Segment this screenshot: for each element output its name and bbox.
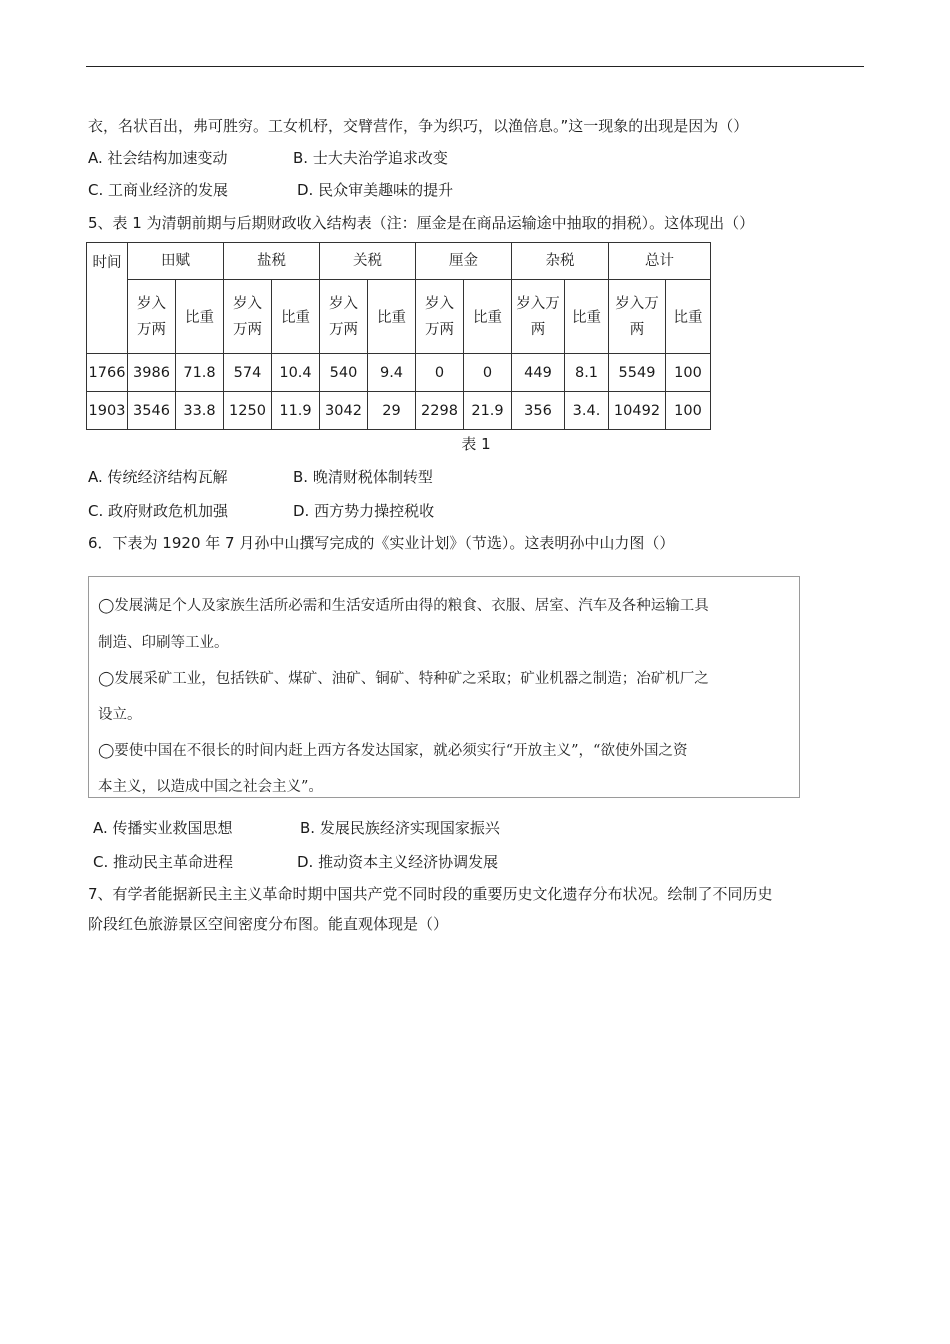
q4-option-b: B. 士大夫治学追求改变 (293, 149, 448, 167)
cell: 0 (464, 354, 512, 392)
q6-stem: 6．下表为 1920 年 7 月孙中山撰写完成的《实业计划》（节选）。这表明孙中山力图（） (88, 534, 675, 552)
th-ratio: 比重 (176, 280, 224, 354)
cell: 3042 (320, 392, 368, 430)
table-header-row (87, 243, 711, 280)
th-ratio: 比重 (464, 280, 512, 354)
header-rule (86, 66, 864, 67)
th-income: 岁入 万两 (128, 280, 176, 354)
th-ratio: 比重 (565, 280, 609, 354)
th-ratio: 比重 (368, 280, 416, 354)
th-group: 杂税 (512, 243, 609, 280)
q4-stem-tail: 衣，名状百出，弗可胜穷。工女机杼，交臂营作，争为织巧，以渔倍息。”这一现象的出现是因为（） (88, 117, 749, 135)
cell: 71.8 (176, 354, 224, 392)
cell: 29 (368, 392, 416, 430)
excerpt-line: ◯发展满足个人及家族生活所必需和生活安适所由得的粮食、衣服、居室、汽车及各种运输工具 (98, 598, 709, 614)
table-subheader-row (87, 280, 711, 354)
q5-option-b: B. 晚清财税体制转型 (293, 468, 433, 486)
table-caption: 表 1 (461, 435, 491, 453)
table-row (87, 392, 711, 430)
th-group: 盐税 (224, 243, 320, 280)
excerpt-line: 本主义，以造成中国之社会主义”。 (98, 779, 323, 795)
q7-stem-line2: 阶段红色旅游景区空间密度分布图。能直观体现是（） (88, 915, 449, 933)
cell: 449 (512, 354, 565, 392)
cell: 3986 (128, 354, 176, 392)
th-group: 厘金 (416, 243, 512, 280)
cell: 10.4 (272, 354, 320, 392)
th-income: 岁入万 两 (609, 280, 666, 354)
th-income: 岁入万 两 (512, 280, 565, 354)
excerpt-line: 制造、印刷等工业。 (98, 635, 229, 651)
cell: 100 (666, 392, 711, 430)
th-ratio: 比重 (666, 280, 711, 354)
q6-option-c: C. 推动民主革命进程 (93, 853, 234, 871)
q4-option-c: C. 工商业经济的发展 (88, 181, 229, 199)
industrial-plan-excerpt (88, 576, 800, 798)
revenue-table (86, 242, 711, 430)
cell: 11.9 (272, 392, 320, 430)
th-income: 岁入 万两 (224, 280, 272, 354)
q6-option-a: A. 传播实业救国思想 (93, 819, 233, 837)
q4-option-a: A. 社会结构加速变动 (88, 149, 228, 167)
th-time: 时间 (87, 243, 128, 354)
cell: 574 (224, 354, 272, 392)
th-group: 关税 (320, 243, 416, 280)
q5-stem: 5、表 1 为清朝前期与后期财政收入结构表（注：厘金是在商品运输途中抽取的捐税）。这体现出（） (88, 214, 755, 232)
cell: 356 (512, 392, 565, 430)
cell: 1250 (224, 392, 272, 430)
table-row (87, 354, 711, 392)
cell: 0 (416, 354, 464, 392)
th-income: 岁入 万两 (416, 280, 464, 354)
q6-option-d: D. 推动资本主义经济协调发展 (297, 853, 499, 871)
cell: 1766 (87, 354, 128, 392)
cell: 540 (320, 354, 368, 392)
excerpt-line: ◯要使中国在不很长的时间内赶上西方各发达国家，就必须实行“开放主义”，“欲使外国之资 (98, 743, 688, 759)
q4-option-d: D. 民众审美趣味的提升 (297, 181, 454, 199)
th-income: 岁入 万两 (320, 280, 368, 354)
cell: 1903 (87, 392, 128, 430)
cell: 8.1 (565, 354, 609, 392)
cell: 9.4 (368, 354, 416, 392)
q5-option-c: C. 政府财政危机加强 (88, 502, 229, 520)
cell: 2298 (416, 392, 464, 430)
excerpt-line: 设立。 (98, 707, 142, 723)
cell: 3546 (128, 392, 176, 430)
th-group: 总计 (609, 243, 711, 280)
q7-stem-line1: 7、有学者能据新民主主义革命时期中国共产党不同时段的重要历史文化遗存分布状况。绘制了不同历史 (88, 885, 773, 903)
q5-option-d: D. 西方势力操控税收 (293, 502, 435, 520)
cell: 100 (666, 354, 711, 392)
q6-option-b: B. 发展民族经济实现国家振兴 (300, 819, 500, 837)
cell: 10492 (609, 392, 666, 430)
excerpt-line: ◯发展采矿工业，包括铁矿、煤矿、油矿、铜矿、特种矿之采取；矿业机器之制造；冶矿机厂之 (98, 671, 709, 687)
cell: 3.4. (565, 392, 609, 430)
th-group: 田赋 (128, 243, 224, 280)
cell: 33.8 (176, 392, 224, 430)
cell: 21.9 (464, 392, 512, 430)
q5-option-a: A. 传统经济结构瓦解 (88, 468, 228, 486)
th-ratio: 比重 (272, 280, 320, 354)
cell: 5549 (609, 354, 666, 392)
